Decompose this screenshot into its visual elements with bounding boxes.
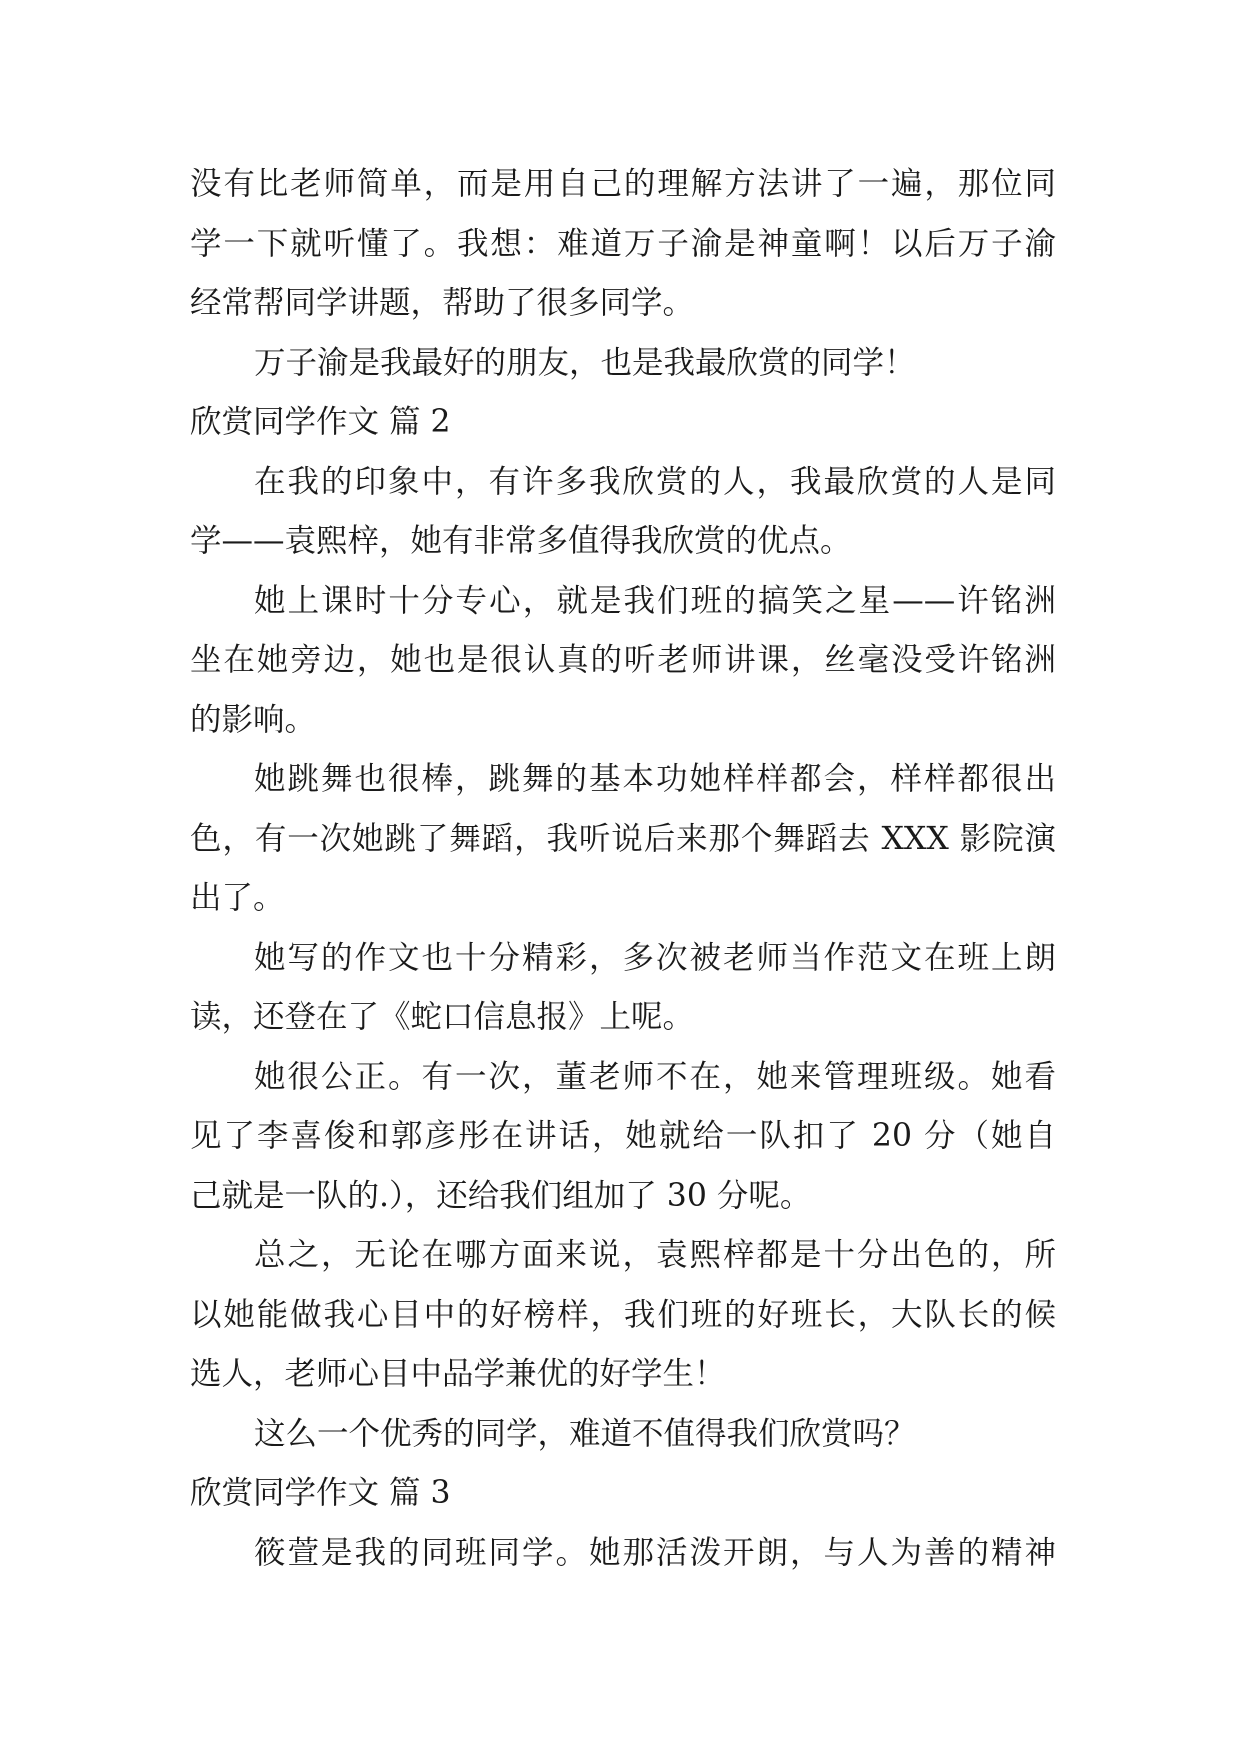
text-line: 学——袁熙梓，她有非常多值得我欣赏的优点。 [190,523,852,559]
section-heading: 欣赏同学作文 篇 2 [190,404,451,440]
paragraph-start: 她写的作文也十分精彩，多次被老师当作范文在班上朗 [254,939,1056,976]
paragraph-start: 她很公正。有一次，董老师不在，她来管理班级。她看 [254,1058,1056,1095]
text-line: 出了。 [190,880,285,916]
paragraph-start: 在我的印象中，有许多我欣赏的人，我最欣赏的人是同 [254,463,1056,500]
text-line: 己就是一队的.），还给我们组加了 30 分呢。 [190,1177,812,1214]
article-body [190,155,1056,1583]
paragraph-start: 她跳舞也很棒，跳舞的基本功她样样都会，样样都很出 [254,761,1056,797]
text-line: 色，有一次她跳了舞蹈，我听说后来那个舞蹈去 XXX 影院演 [190,820,1056,857]
text-line: 没有比老师简单，而是用自己的理解方法讲了一遍，那位同 [190,166,1056,202]
text-line: 学一下就听懂了。我想：难道万子渝是神童啊！以后万子渝 [190,225,1056,262]
text-line: 选人，老师心目中品学兼优的好学生！ [190,1356,726,1392]
paragraph-start: 总之，无论在哪方面来说，袁熙梓都是十分出色的，所 [254,1237,1056,1273]
paragraph-start: 这么一个优秀的同学，难道不值得我们欣赏吗？ [254,1415,916,1452]
text-line: 见了李喜俊和郭彦彤在讲话，她就给一队扣了 20 分（她自 [190,1118,1056,1154]
paragraph-start: 万子渝是我最好的朋友，也是我最欣赏的同学！ [254,344,916,381]
text-line: 读，还登在了《蛇口信息报》上呢。 [190,999,695,1035]
text-line: 坐在她旁边，她也是很认真的听老师讲课，丝毫没受许铭洲 [190,642,1056,678]
text-line: 以她能做我心目中的好榜样，我们班的好班长，大队长的候 [190,1296,1056,1333]
section-heading: 欣赏同学作文 篇 3 [190,1475,451,1511]
text-line: 的影响。 [190,701,317,738]
text-line: 经常帮同学讲题，帮助了很多同学。 [190,285,695,321]
paragraph-start: 她上课时十分专心，就是我们班的搞笑之星——许铭洲 [254,582,1056,619]
paragraph-start: 筱萱是我的同班同学。她那活泼开朗，与人为善的精神 [254,1534,1056,1571]
